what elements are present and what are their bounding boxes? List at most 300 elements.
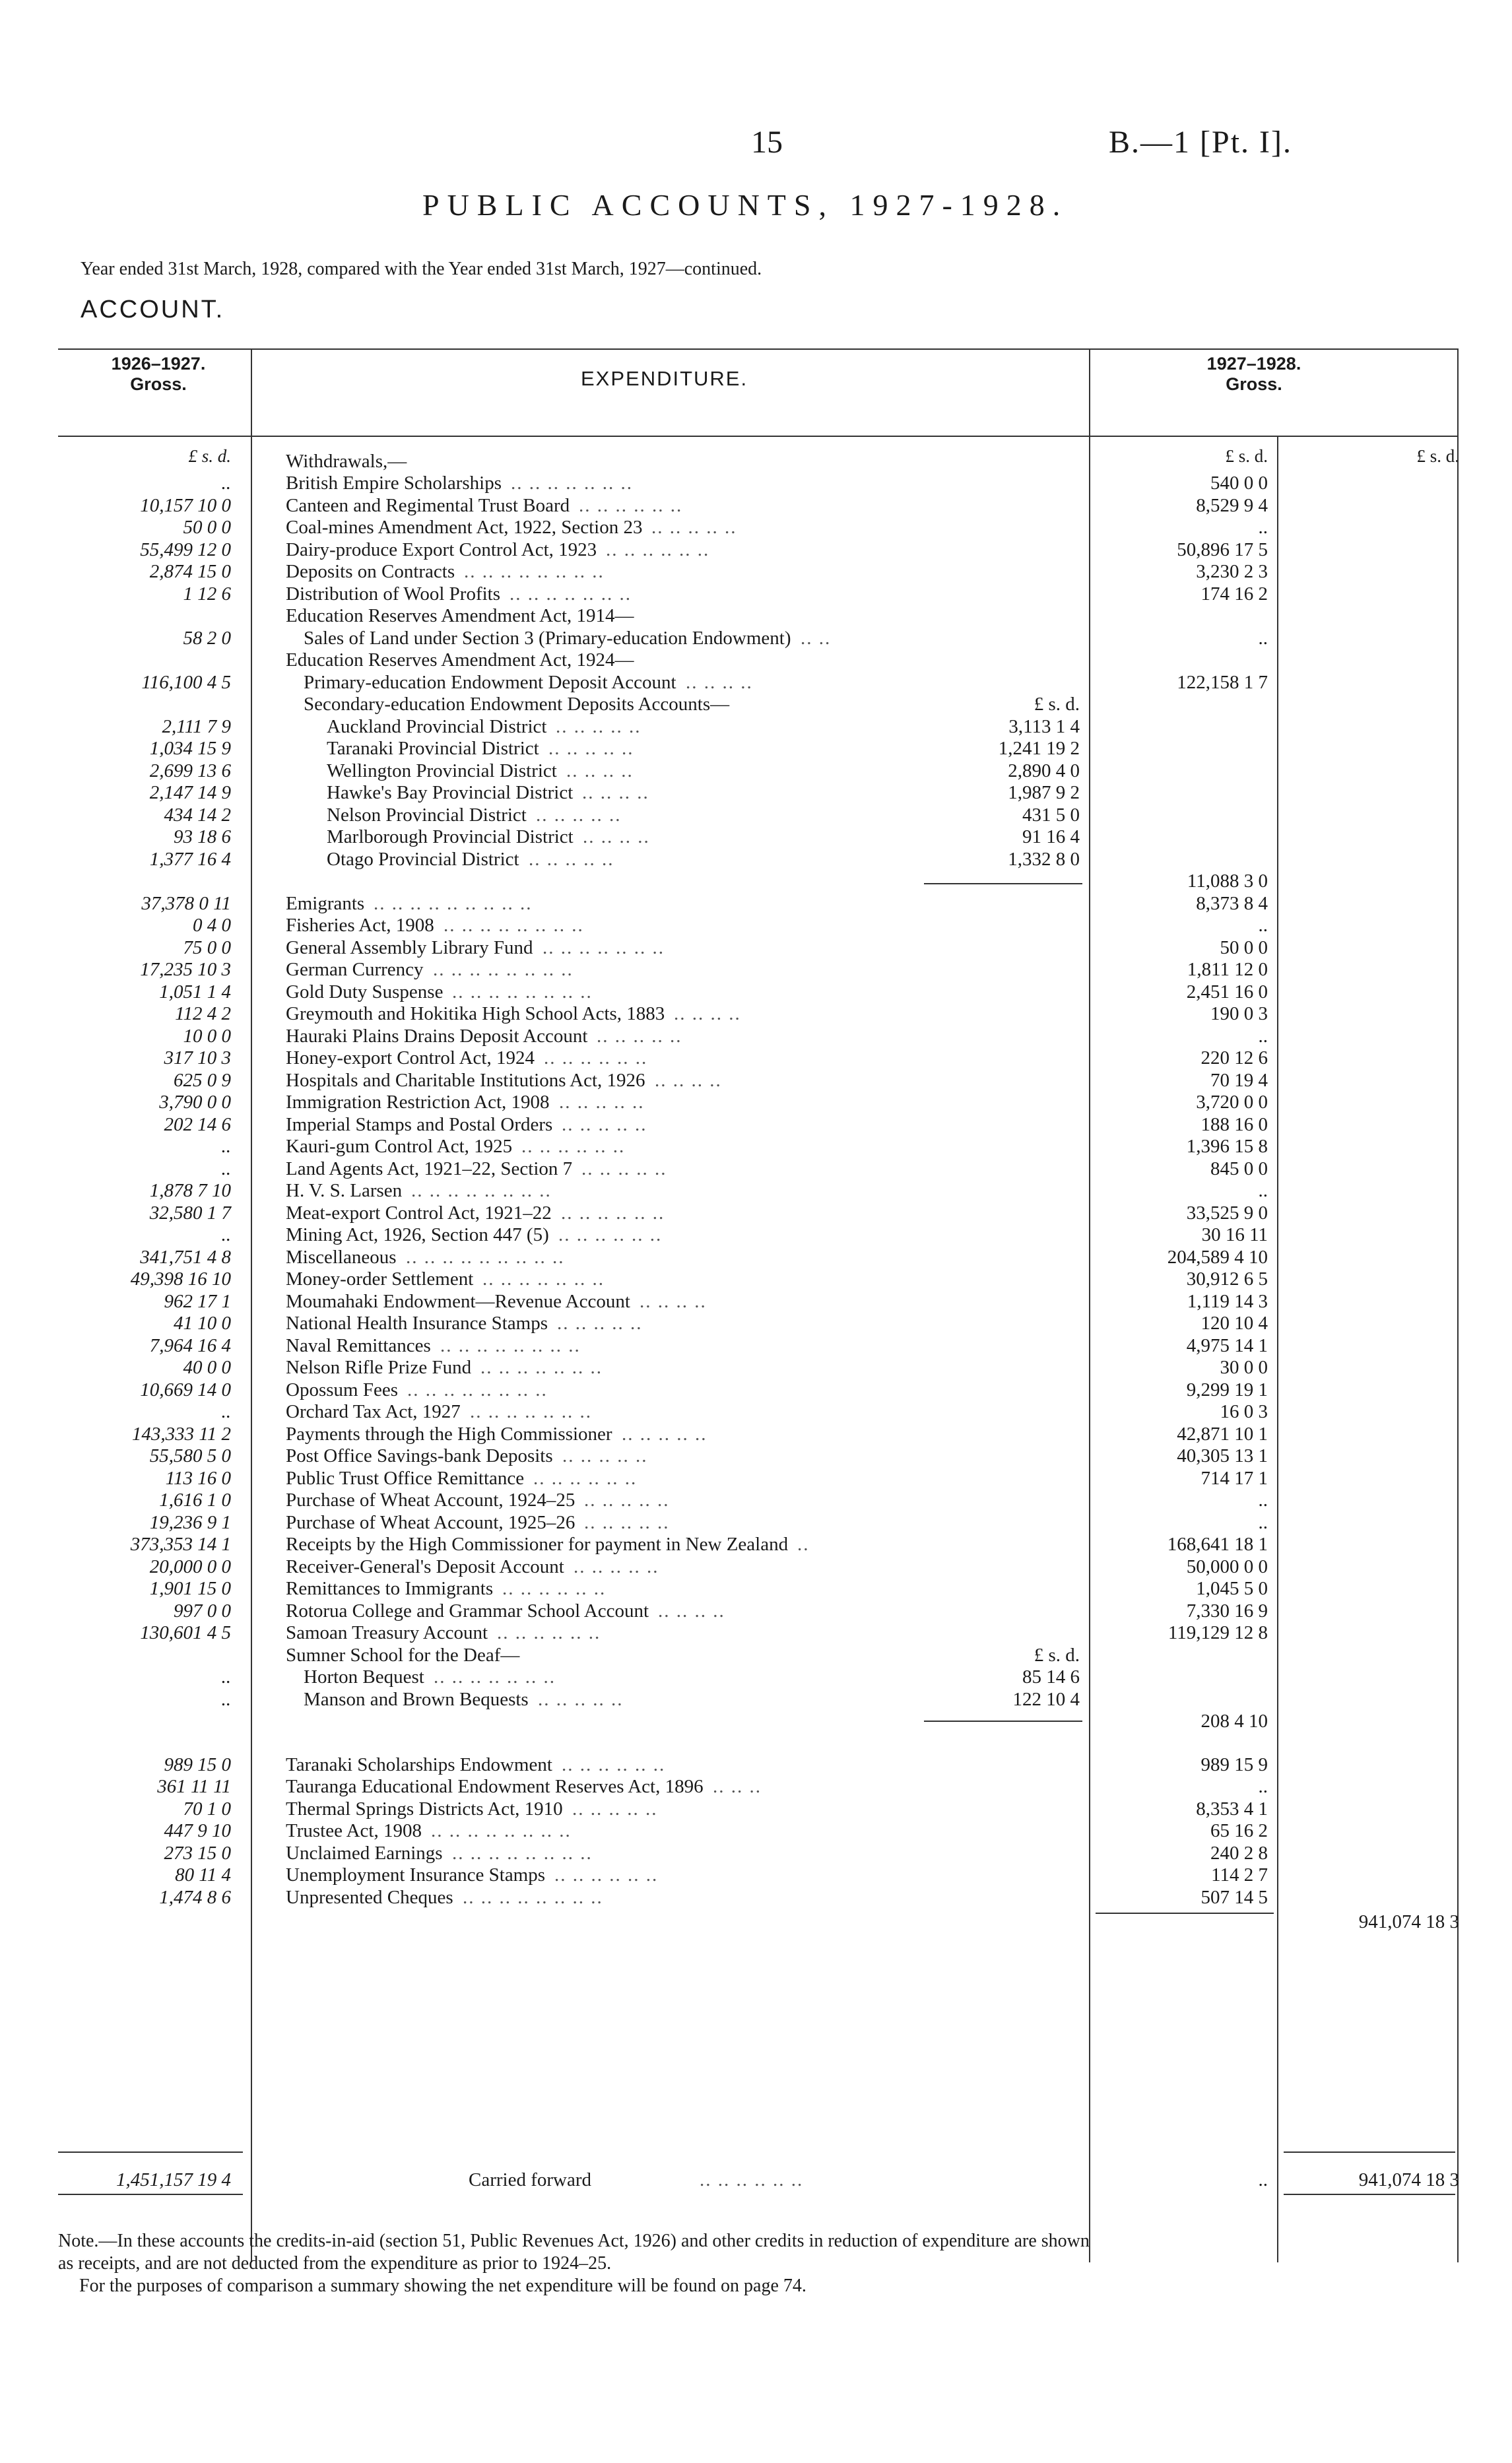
line-item-label: Rotorua College and Grammar School Account	[286, 1600, 649, 1622]
leader-dots: .. .. .. ..	[674, 1003, 741, 1024]
line-item-label: Otago Provincial District	[327, 849, 519, 870]
current-amount: 174 16 2	[1200, 583, 1268, 605]
table-row	[0, 1334, 1512, 1357]
table-row	[0, 1710, 1512, 1732]
leader-dots: .. .. .. .. .. ..	[579, 495, 683, 516]
leader-dots: .. .. .. .. .. ..	[554, 1864, 659, 1886]
table-row	[0, 1400, 1512, 1423]
line-item-label: Manson and Brown Bequests	[304, 1689, 529, 1710]
expenditure-heading: EXPENDITURE.	[581, 367, 748, 390]
line-item-label: Opossum Fees	[286, 1379, 398, 1400]
prev-year-label: 1926–1927.	[111, 354, 206, 374]
leader-dots: .. .. .. .. ..	[622, 1424, 707, 1445]
current-amount: 50,000 0 0	[1186, 1556, 1268, 1577]
prev-year-amount: 273 15 0	[164, 1843, 231, 1864]
current-amount: 714 17 1	[1200, 1468, 1268, 1489]
line-item-label: Wellington Provincial District	[327, 760, 557, 781]
line-item-label: Greymouth and Hokitika High School Acts, 1883	[286, 1003, 665, 1024]
line-item-label: Marlborough Provincial District	[327, 826, 574, 847]
line-item-label: Secondary-education Endowment Deposits Accounts—	[304, 694, 730, 715]
leader-dots: .. .. .. .. ..	[538, 1689, 624, 1710]
prev-year-amount: 50 0 0	[183, 517, 231, 538]
line-item-label: German Currency	[286, 959, 424, 980]
document-reference: B.—1 [Pt. I].	[1109, 125, 1292, 160]
table-row	[0, 671, 1512, 694]
table-row	[0, 1113, 1512, 1136]
table-row	[0, 1775, 1512, 1798]
prev-year-amount: 58 2 0	[183, 628, 231, 649]
line-item-label: Unpresented Cheques	[286, 1887, 453, 1908]
prev-year-amount: 2,147 14 9	[149, 782, 231, 803]
table-row	[0, 1025, 1512, 1047]
current-amount: 989 15 9	[1200, 1754, 1268, 1775]
prev-year-amount: 70 1 0	[183, 1798, 231, 1820]
current-amount: 50 0 0	[1220, 937, 1268, 958]
line-item-label: Tauranga Educational Endowment Reserves Act, 1896	[286, 1776, 704, 1797]
current-amount: ..	[1258, 1180, 1268, 1201]
line-item-label: Trustee Act, 1908	[286, 1820, 422, 1841]
current-amount: 40,305 13 1	[1177, 1445, 1268, 1466]
line-item-label: Receiver-General's Deposit Account	[286, 1556, 564, 1577]
page-title: PUBLIC ACCOUNTS, 1927-1928.	[422, 188, 1068, 222]
prev-year-amount: 3,790 0 0	[159, 1092, 231, 1113]
prev-year-amount: 75 0 0	[183, 937, 231, 958]
prev-year-amount: 143,333 11 2	[131, 1424, 231, 1445]
line-item-label: Receipts by the High Commissioner for payment in New Zealand	[286, 1534, 789, 1555]
carried-amount: ..	[1258, 2169, 1268, 2190]
table-row	[0, 1002, 1512, 1025]
leader-dots: .. ..	[801, 628, 832, 649]
leader-dots: .. .. .. ..	[658, 1600, 725, 1622]
current-amount: 119,129 12 8	[1167, 1622, 1268, 1643]
prev-year-amount: 361 11 11	[157, 1776, 231, 1797]
table-row	[0, 760, 1512, 782]
carried-forward-row	[0, 2169, 1512, 2191]
current-amount: 33,525 9 0	[1186, 1202, 1268, 1224]
table-row	[0, 737, 1512, 760]
line-item-label: Taranaki Provincial District	[327, 738, 539, 759]
line-item-label: Purchase of Wheat Account, 1924–25	[286, 1490, 575, 1511]
leader-dots: .. .. .. .. .. ..	[700, 2169, 804, 2190]
line-item-label: Education Reserves Amendment Act, 1914—	[286, 605, 634, 626]
current-amount: 204,589 4 10	[1167, 1247, 1268, 1268]
page-subtitle: Year ended 31st March, 1928, compared with the Year ended 31st March, 1927—continued.	[81, 259, 762, 279]
current-amount: 168,641 18 1	[1167, 1534, 1268, 1555]
table-row	[0, 560, 1512, 583]
prev-year-amount: 341,751 4 8	[140, 1247, 231, 1268]
current-amount: ..	[1258, 1512, 1268, 1533]
leader-dots: .. .. .. .. ..	[529, 849, 614, 870]
prev-year-amount: 1,051 1 4	[159, 981, 231, 1002]
leader-dots: .. .. .. .. .. .. .. ..	[463, 1887, 603, 1908]
prev-year-amount: ..	[221, 1158, 231, 1179]
table-row	[0, 848, 1512, 870]
table-row	[0, 1246, 1512, 1268]
prev-year-amount: 1,878 7 10	[149, 1180, 231, 1201]
sub-amount: 1,987 9 2	[1008, 782, 1080, 803]
leader-dots: .. .. .. .. .. .. .. ..	[452, 1843, 593, 1864]
leader-dots: .. .. .. .. .. .. .. .. ..	[406, 1247, 565, 1268]
prev-year-amount: 1,474 8 6	[159, 1887, 231, 1908]
table-row	[0, 605, 1512, 627]
table-row	[0, 1666, 1512, 1688]
line-item-label: Meat-export Control Act, 1921–22	[286, 1202, 552, 1224]
footnote-line-2: as receipts, and are not deducted from the expenditure as prior to 1924–25.	[58, 2253, 612, 2274]
prev-year-amount: 1,901 15 0	[149, 1578, 231, 1599]
leader-dots: .. .. .. .. .. ..	[533, 1468, 638, 1489]
current-amount: 188 16 0	[1200, 1114, 1268, 1135]
table-row	[0, 1069, 1512, 1092]
current-amount: ..	[1258, 1776, 1268, 1797]
prev-year-amount: 2,874 15 0	[149, 561, 231, 582]
line-item-label: Land Agents Act, 1921–22, Section 7	[286, 1158, 573, 1179]
current-amount: 30 0 0	[1220, 1357, 1268, 1378]
prev-year-amount: 19,236 9 1	[149, 1512, 231, 1533]
prev-gross-label: Gross.	[130, 374, 187, 394]
line-item-label: Imperial Stamps and Postal Orders	[286, 1114, 553, 1135]
table-row	[0, 1202, 1512, 1224]
line-item-label: Canteen and Regimental Trust Board	[286, 495, 570, 516]
prev-year-amount: 41 10 0	[174, 1313, 231, 1334]
table-row	[0, 1423, 1512, 1445]
table-row	[0, 1754, 1512, 1776]
line-item-label: Gold Duty Suspense	[286, 981, 444, 1002]
prev-year-amount: 55,580 5 0	[149, 1445, 231, 1466]
table-row	[0, 1911, 1512, 1933]
sub-amount: 2,890 4 0	[1008, 760, 1080, 781]
leader-dots: .. .. .. .. ..	[574, 1556, 659, 1577]
current-amount: 1,045 5 0	[1196, 1578, 1268, 1599]
sub-amount: 85 14 6	[1022, 1666, 1080, 1688]
line-item-label: Thermal Springs Districts Act, 1910	[286, 1798, 563, 1820]
current-amount: ..	[1258, 628, 1268, 649]
prev-year-amount: 17,235 10 3	[140, 959, 231, 980]
prev-year-amount: 997 0 0	[174, 1600, 231, 1622]
table-row	[0, 583, 1512, 605]
line-item-label: Horton Bequest	[304, 1666, 424, 1688]
leader-dots: .. .. .. .. ..	[584, 1490, 670, 1511]
table-row	[0, 1798, 1512, 1820]
line-item-label: Miscellaneous	[286, 1247, 397, 1268]
prev-year-amount: 989 15 0	[164, 1754, 231, 1775]
table-row	[0, 1356, 1512, 1379]
prev-year-amount: 317 10 3	[164, 1047, 231, 1068]
current-amount: 1,396 15 8	[1186, 1136, 1268, 1157]
current-amount: 8,373 8 4	[1196, 893, 1268, 914]
leader-dots: .. .. .. ..	[582, 782, 649, 803]
leader-dots: .. .. .. .. .. .. .. ..	[411, 1180, 552, 1201]
current-amount: 845 0 0	[1210, 1158, 1268, 1179]
leader-dots: .. .. .. .. .. ..	[521, 1136, 626, 1157]
table-row	[0, 1577, 1512, 1600]
line-item-label: Sales of Land under Section 3 (Primary-education Endowment)	[304, 628, 791, 649]
line-item-label: Distribution of Wool Profits	[286, 583, 501, 605]
table-row	[0, 826, 1512, 848]
line-item-label: Hospitals and Charitable Institutions Act, 1926	[286, 1070, 645, 1091]
line-item-label: Primary-education Endowment Deposit Account	[304, 672, 676, 693]
table-row	[0, 1379, 1512, 1401]
current-amount: 65 16 2	[1210, 1820, 1268, 1841]
line-item-label: Naval Remittances	[286, 1335, 431, 1356]
current-amount: 507 14 5	[1200, 1887, 1268, 1908]
line-item-label: Hauraki Plains Drains Deposit Account	[286, 1026, 588, 1047]
current-amount: 30 16 11	[1201, 1224, 1268, 1245]
table-row	[0, 1135, 1512, 1158]
sub-amount: 3,113 1 4	[1008, 716, 1080, 737]
line-item-label: Withdrawals,—	[286, 451, 407, 472]
prev-year-amount: 0 4 0	[193, 915, 231, 936]
leader-dots: .. .. .. .. .. .. .. ..	[440, 1335, 581, 1356]
current-amount: 122,158 1 7	[1177, 672, 1268, 693]
prev-year-amount: 93 18 6	[174, 826, 231, 847]
current-amount: 3,720 0 0	[1196, 1092, 1268, 1113]
line-item-label: Taranaki Scholarships Endowment	[286, 1754, 552, 1775]
line-item-label: Public Trust Office Remittance	[286, 1468, 525, 1489]
table-row	[0, 1489, 1512, 1511]
leader-dots: .. .. .. ..	[640, 1291, 707, 1312]
leader-dots: .. .. .. ..	[566, 760, 634, 781]
prev-year-amount: ..	[221, 473, 231, 494]
line-item-label: Orchard Tax Act, 1927	[286, 1401, 461, 1422]
line-item-label: National Health Insurance Stamps	[286, 1313, 548, 1334]
current-amount: 9,299 19 1	[1186, 1379, 1268, 1400]
table-row	[0, 936, 1512, 959]
line-item-label: Moumahaki Endowment—Revenue Account	[286, 1291, 630, 1312]
table-row	[0, 804, 1512, 826]
table-row	[0, 450, 1512, 473]
table-row	[0, 870, 1512, 892]
prev-year-amount: 20,000 0 0	[149, 1556, 231, 1577]
table-row	[0, 649, 1512, 671]
sub-amount: 1,241 19 2	[998, 738, 1080, 759]
table-row	[0, 1290, 1512, 1313]
prev-year-amount: ..	[221, 1224, 231, 1245]
line-item-label: Nelson Provincial District	[327, 805, 527, 826]
leader-dots: .. .. .. .. ..	[581, 1158, 667, 1179]
table-row	[0, 1842, 1512, 1864]
page-number: 15	[751, 125, 783, 160]
leader-dots: .. .. .. .. .. .. ..	[480, 1357, 603, 1378]
leader-dots: .. .. .. .. .. .. .. ..	[464, 561, 605, 582]
leader-dots: .. .. .. .. .. ..	[561, 1202, 665, 1224]
leader-dots: .. .. .. .. .. ..	[562, 1754, 666, 1775]
leader-dots: .. .. .. .. ..	[584, 1512, 670, 1533]
table-row	[0, 1047, 1512, 1069]
prev-year-amount: 55,499 12 0	[140, 539, 231, 560]
current-amount: 190 0 3	[1210, 1003, 1268, 1024]
current-amount: 8,353 4 1	[1196, 1798, 1268, 1820]
leader-dots: .. .. .. .. ..	[556, 716, 641, 737]
footnote-line-3: For the purposes of comparison a summary showing the net expenditure will be found on page 74.	[79, 2276, 806, 2296]
line-item-label: Kauri-gum Control Act, 1925	[286, 1136, 513, 1157]
current-amount: 1,811 12 0	[1187, 959, 1268, 980]
line-item-label: Unclaimed Earnings	[286, 1843, 443, 1864]
table-row	[0, 1864, 1512, 1886]
carried-prev-total: 1,451,157 19 4	[116, 2169, 231, 2190]
current-amount: 70 19 4	[1210, 1070, 1268, 1091]
leader-dots: ..	[797, 1534, 810, 1555]
leader-dots: .. .. .. .. .. .. .. ..	[444, 915, 584, 936]
prev-year-amount: 447 9 10	[164, 1820, 231, 1841]
leader-dots: .. .. .. .. .. ..	[606, 539, 710, 560]
prev-year-amount: 2,111 7 9	[162, 716, 231, 737]
line-item-label: Education Reserves Amendment Act, 1924—	[286, 649, 634, 671]
leader-dots: .. .. .. .. .. ..	[502, 1578, 607, 1599]
table-row	[0, 1600, 1512, 1622]
table-row	[0, 1886, 1512, 1909]
leader-dots: .. .. .. .. ..	[562, 1445, 648, 1466]
line-item-label: Mining Act, 1926, Section 447 (5)	[286, 1224, 549, 1245]
cur-year-label: 1927–1928.	[1206, 354, 1301, 374]
line-item-label: Fisheries Act, 1908	[286, 915, 434, 936]
table-row	[0, 958, 1512, 981]
current-amount: ..	[1258, 517, 1268, 538]
prev-year-amount: 113 16 0	[165, 1468, 231, 1489]
prev-year-amount: 10,157 10 0	[140, 495, 231, 516]
grand-total-bottom-rule	[1284, 2194, 1455, 2195]
current-amount: 30,912 6 5	[1186, 1268, 1268, 1290]
prev-year-amount: ..	[221, 1666, 231, 1688]
current-amount: 4,975 14 1	[1186, 1335, 1268, 1356]
leader-dots: .. .. .. .. .. .. .. ..	[433, 959, 574, 980]
table-row	[0, 1622, 1512, 1644]
prev-year-amount: 1,377 16 4	[149, 849, 231, 870]
table-row	[0, 539, 1512, 561]
table-row	[0, 981, 1512, 1003]
leader-dots: .. .. .. .. ..	[557, 1313, 643, 1334]
prev-year-amount: ..	[221, 1136, 231, 1157]
sub-amount: 1,332 8 0	[1008, 849, 1080, 870]
current-amount: 220 12 6	[1200, 1047, 1268, 1068]
carried-total: 941,074 18 3	[1358, 2169, 1459, 2190]
current-amount: 50,896 17 5	[1177, 539, 1268, 560]
sub-amount: £ s. d.	[1034, 1645, 1080, 1666]
prev-year-amount: ..	[221, 1689, 231, 1710]
total-lsd-heading: £ s. d.	[1416, 446, 1459, 466]
leader-dots: .. .. .. .. ..	[559, 1092, 645, 1113]
leader-dots: .. .. .. .. .. .. .. .. ..	[374, 893, 533, 914]
current-amount: 114 2 7	[1211, 1864, 1268, 1886]
prev-year-amount: 202 14 6	[164, 1114, 231, 1135]
prev-year-amount: 1,034 15 9	[149, 738, 231, 759]
leader-dots: .. .. .. .. .. .. ..	[482, 1268, 605, 1290]
leader-dots: .. .. ..	[713, 1776, 762, 1797]
leader-dots: .. .. .. .. ..	[536, 805, 622, 826]
prev-year-amount: 10,669 14 0	[140, 1379, 231, 1400]
current-amount: 8,529 9 4	[1196, 495, 1268, 516]
leader-dots: .. .. .. .. .. ..	[544, 1047, 648, 1068]
leader-dots: .. .. .. .. ..	[597, 1026, 682, 1047]
line-item-label: Immigration Restriction Act, 1908	[286, 1092, 550, 1113]
line-item-label: Samoan Treasury Account	[286, 1622, 488, 1643]
leader-dots: .. .. .. .. .. .. ..	[434, 1666, 556, 1688]
line-item-label: Emigrants	[286, 893, 365, 914]
leader-dots: .. .. .. ..	[686, 672, 753, 693]
prev-lsd-heading: £ s. d.	[188, 446, 231, 466]
table-row	[0, 1179, 1512, 1202]
current-amount: 16 0 3	[1220, 1401, 1268, 1422]
current-amount: 11,088 3 0	[1187, 870, 1268, 892]
line-item-label: Payments through the High Commissioner	[286, 1424, 612, 1445]
table-row	[0, 472, 1512, 494]
current-amount: 2,451 16 0	[1186, 981, 1268, 1002]
line-item-label: Money-order Settlement	[286, 1268, 474, 1290]
prev-year-amount: 130,601 4 5	[140, 1622, 231, 1643]
leader-dots: .. .. .. .. ..	[562, 1114, 647, 1135]
prev-year-amount: 2,699 13 6	[149, 760, 231, 781]
sub-amount: 431 5 0	[1022, 805, 1080, 826]
leader-dots: .. .. .. .. .. .. .. ..	[431, 1820, 572, 1841]
table-row	[0, 1511, 1512, 1534]
prev-year-amount: 32,580 1 7	[149, 1202, 231, 1224]
prev-year-amount: 1,616 1 0	[159, 1490, 231, 1511]
table-row	[0, 892, 1512, 915]
line-item-label: Remittances to Immigrants	[286, 1578, 494, 1599]
table-row	[0, 1224, 1512, 1246]
sub-amount: 91 16 4	[1022, 826, 1080, 847]
prev-year-amount: 37,378 0 11	[141, 893, 231, 914]
leader-dots: .. .. .. .. .. ..	[558, 1224, 663, 1245]
prev-total-bottom-rule	[58, 2194, 243, 2195]
cur-gross-label: Gross.	[1226, 374, 1282, 394]
current-amount: 3,230 2 3	[1196, 561, 1268, 582]
table-row	[0, 1556, 1512, 1578]
line-item-label: Auckland Provincial District	[327, 716, 547, 737]
prev-year-amount: 373,353 14 1	[130, 1534, 231, 1555]
line-item-label: Hawke's Bay Provincial District	[327, 782, 574, 803]
table-row	[0, 1091, 1512, 1113]
line-item-label: General Assembly Library Fund	[286, 937, 533, 958]
leader-dots: .. .. .. .. ..	[572, 1798, 658, 1820]
table-row	[0, 1158, 1512, 1180]
sub-amount: £ s. d.	[1034, 694, 1080, 715]
leader-dots: .. .. .. .. .. .. ..	[509, 583, 632, 605]
line-item-label: Sumner School for the Deaf—	[286, 1645, 520, 1666]
prev-year-amount: 49,398 16 10	[130, 1268, 231, 1290]
leader-dots: .. .. .. .. ..	[548, 738, 634, 759]
current-amount: ..	[1258, 1490, 1268, 1511]
sub-amount: 122 10 4	[1012, 1689, 1080, 1710]
leader-dots: .. .. .. .. .. .. ..	[542, 937, 665, 958]
table-row	[0, 693, 1512, 715]
prev-year-amount: 1 12 6	[183, 583, 231, 605]
prev-year-amount: 116,100 4 5	[141, 672, 231, 693]
table-row	[0, 781, 1512, 804]
line-item-label: Unemployment Insurance Stamps	[286, 1864, 546, 1886]
line-item-label: British Empire Scholarships	[286, 473, 502, 494]
table-row	[0, 1820, 1512, 1842]
table-row	[0, 1445, 1512, 1467]
table-row	[0, 1533, 1512, 1556]
table-row	[0, 914, 1512, 936]
line-item-label: Deposits on Contracts	[286, 561, 455, 582]
prev-year-amount: 112 4 2	[175, 1003, 231, 1024]
prev-year-amount: 10 0 0	[183, 1026, 231, 1047]
line-item-label: Honey-export Control Act, 1924	[286, 1047, 535, 1068]
line-item-label: Dairy-produce Export Control Act, 1923	[286, 539, 597, 560]
table-row	[0, 1644, 1512, 1666]
prev-year-amount: 625 0 9	[174, 1070, 231, 1091]
prev-year-amount: 7,964 16 4	[149, 1335, 231, 1356]
column-total: 941,074 18 3	[1358, 1911, 1459, 1932]
prev-year-amount: 962 17 1	[164, 1291, 231, 1312]
table-row	[0, 627, 1512, 649]
table-row	[0, 516, 1512, 539]
carried-forward-label: Carried forward	[469, 2169, 591, 2190]
leader-dots: .. .. .. ..	[583, 826, 650, 847]
line-item-label: Coal-mines Amendment Act, 1922, Section 23	[286, 517, 643, 538]
table-row	[0, 715, 1512, 738]
